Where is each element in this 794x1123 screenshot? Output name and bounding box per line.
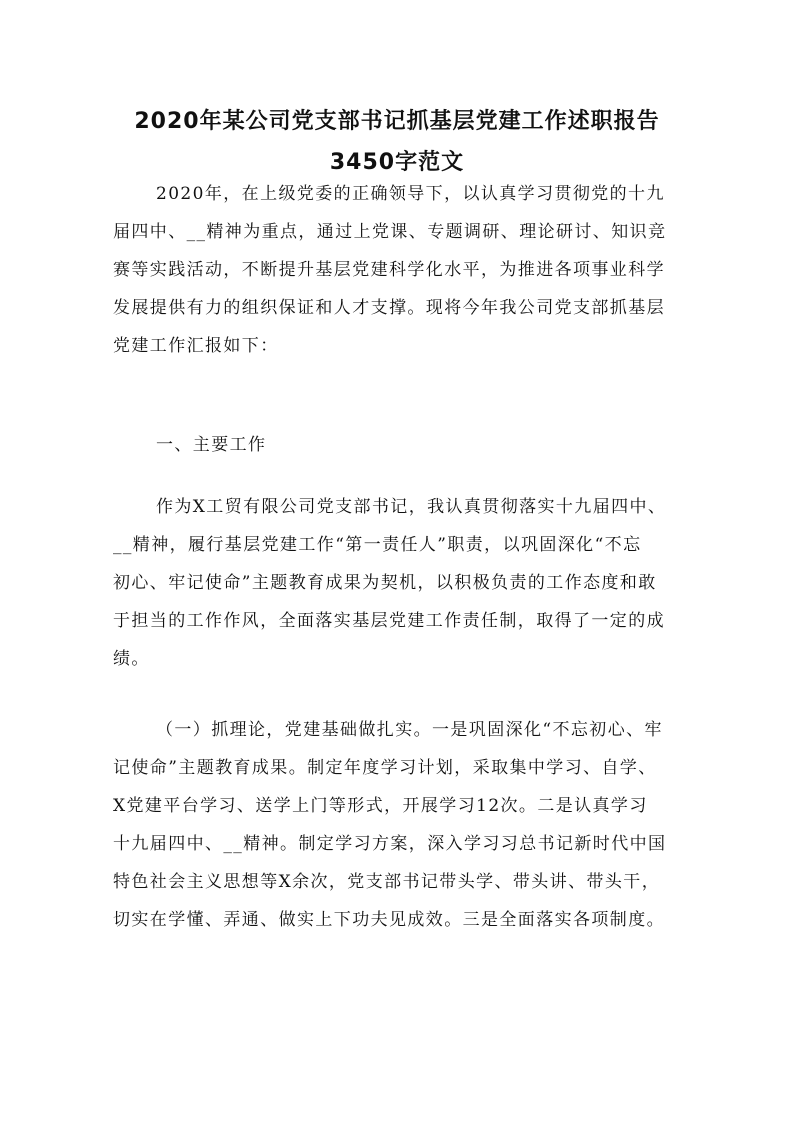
paragraph-line: 绩。: [113, 649, 150, 669]
body-paragraph: [113, 711, 681, 939]
paragraph-line: 于担当的工作作风，全面落实基层党建工作责任制，取得了一定的成: [113, 611, 665, 631]
paragraph-line: 切实在学懂、弄通、做实上下功夫见成效。三是全面落实各项制度。: [113, 910, 665, 930]
body-paragraph: [113, 488, 681, 678]
paragraph-line: 届四中、__精神为重点，通过上党课、专题调研、理论研讨、知识竞: [113, 222, 667, 242]
section-heading: [113, 426, 681, 464]
document-title-line-2: 3450字范文: [329, 150, 465, 175]
paragraph-line: 发展提供有力的组织保证和人才支撑。现将今年我公司党支部抓基层: [113, 298, 665, 318]
paragraph-line: __精神，履行基层党建工作“第一责任人”职责，以巩固深化“不忘: [113, 535, 642, 555]
paragraph-line: 作为X工贸有限公司党支部书记，我认真贯彻落实十九届四中、: [156, 497, 667, 517]
paragraph-line: 初心、牢记使命”主题教育成果为契机，以积极负责的工作态度和敢: [113, 573, 657, 593]
paragraph-line: 党建工作汇报如下：: [113, 336, 279, 356]
paragraph-line: X党建平台学习、送学上门等形式，开展学习12次。二是认真学习: [113, 796, 648, 816]
document-title-line-1: 2020年某公司党支部书记抓基层党建工作述职报告: [134, 109, 660, 134]
paragraph-line: 2020年，在上级党委的正确领导下，以认真学习贯彻党的十九: [156, 184, 665, 204]
paragraph-line: 特色社会主义思想等X余次，党支部书记带头学、带头讲、带头干，: [113, 872, 661, 892]
intro-paragraph: [113, 175, 681, 365]
paragraph-line: 记使命”主题教育成果。制定年度学习计划，采取集中学习、自学、: [113, 758, 657, 778]
paragraph-line: 十九届四中、__精神。制定学习方案，深入学习习总书记新时代中国: [113, 834, 667, 854]
paragraph-line: 赛等实践活动，不断提升基层党建科学化水平，为推进各项事业科学: [113, 260, 665, 280]
section-heading-text: 一、主要工作: [156, 435, 267, 455]
paragraph-line: （一）抓理论，党建基础做扎实。一是巩固深化“不忘初心、牢: [156, 720, 663, 740]
